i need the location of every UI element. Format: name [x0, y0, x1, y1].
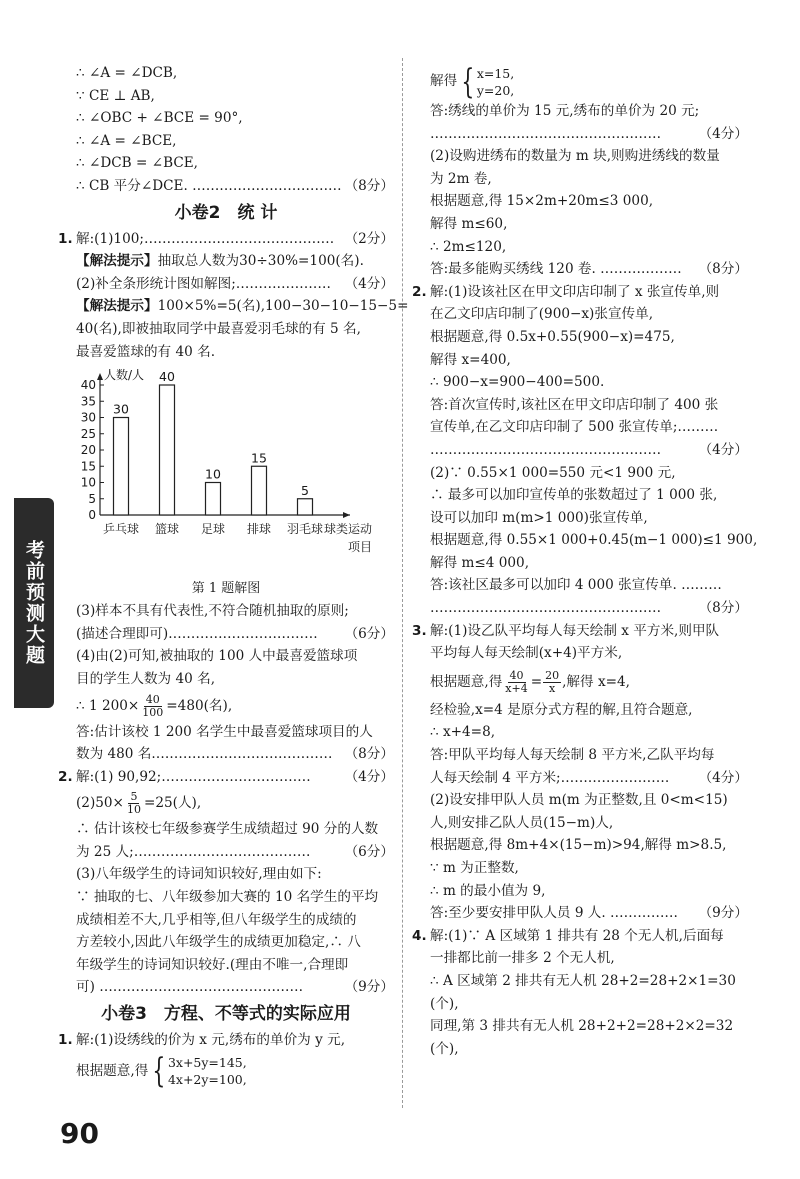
question-number: 4.	[412, 927, 427, 944]
answer-line: 经检验,x=4 是原分式方程的解,且符合题意,	[430, 701, 693, 718]
x-tick-label: 足球	[200, 522, 226, 537]
tip-text: 100×5%=5(名),100−30−10−15−5=	[157, 298, 409, 315]
answer-line: ∴ m 的最小值为 9,	[430, 882, 546, 899]
question-number: 2.	[412, 283, 427, 300]
score: （4分）	[698, 769, 748, 786]
question-1	[58, 228, 409, 766]
bar-value-label: 40	[159, 369, 175, 385]
denominator: x+4	[505, 681, 528, 695]
dot-leader: ……………………………………………	[430, 441, 662, 458]
question-number: 3.	[412, 622, 427, 639]
answer-line: 根据题意,得 0.5x+0.55(900−x)=475,	[430, 328, 675, 345]
y-tick-label: 15	[80, 459, 96, 474]
answer-line: (描述合理即可)……………………………	[76, 625, 318, 642]
score: （9分）	[698, 905, 748, 922]
bar-value-label: 30	[113, 401, 129, 417]
bar-value-label: 10	[205, 466, 221, 482]
answer-line: (个),	[430, 995, 459, 1012]
answer-line: ∴ 2m≤120,	[430, 238, 507, 255]
y-tick-label: 30	[80, 410, 96, 425]
x-tick-label: 排球	[246, 522, 272, 537]
bar	[252, 466, 267, 515]
answer-line: 可) ………………………………………	[76, 979, 304, 996]
bar	[298, 499, 313, 515]
proof-line: ∴ ∠A = ∠DCB,	[76, 65, 178, 81]
answer-line: (3)样本不具有代表性,不符合随机抽取的原则;	[76, 603, 349, 620]
bar-value-label: 5	[301, 482, 309, 498]
y-axis-label: 人数/人	[104, 368, 145, 383]
score: （8分）	[344, 177, 394, 194]
answer-line: 年级学生的诗词知识较好.(理由不唯一,合理即	[76, 956, 349, 973]
x-tick-label: 乒乓球	[102, 522, 140, 537]
formula-text: 根据题意,得	[430, 673, 503, 690]
question-3-right	[412, 620, 748, 925]
answer-line: 答:至少要安排甲队人员 9 人. ……………	[430, 905, 679, 922]
question-number: 1.	[58, 230, 73, 247]
answer-line: 答:甲队平均每人每天绘制 8 平方米,乙队平均每	[430, 747, 715, 764]
x-axis-arrow-icon	[343, 512, 350, 518]
answer-line: 在乙文印店印制了(900−x)张宣传单,	[430, 306, 654, 323]
answer-line: (3)八年级学生的诗词知识较好,理由如下:	[76, 866, 322, 883]
bar-chart-svg	[58, 363, 394, 557]
question-4-right	[412, 925, 748, 1061]
tip-label: 【解法提示】	[76, 253, 158, 270]
formula-text: ∴ 1 200×	[76, 697, 140, 714]
answer-line: 答:首次宣传时,该社区在甲文印店印制了 400 张	[430, 396, 719, 413]
answer-line: 解:(1)设该社区在甲文印店印制了 x 张宣传单,则	[430, 283, 720, 300]
answer-line: 根据题意,得 0.55×1 000+0.45(m−1 000)≤1 900,	[430, 532, 758, 549]
equation: 4x+2y=100,	[167, 1072, 247, 1088]
answer-line: ∵ m 为正整数,	[430, 860, 519, 876]
answer-line: 解得 x=400,	[430, 351, 511, 368]
bar	[206, 483, 221, 516]
formula-text: =480(名),	[166, 697, 233, 714]
answer-line: 解:(1)设乙队平均每人每天绘制 x 平方米,则甲队	[430, 622, 720, 639]
answer-line: 解:(1)设绣线的价为 x 元,绣布的单价为 y 元,	[76, 1032, 346, 1049]
proof-conclusion: ∴ CB 平分∠DCE. ……………………………	[76, 177, 342, 194]
answer-line: 根据题意,得 15×2m+20m≤3 000,	[430, 193, 654, 210]
question-2-right	[412, 281, 758, 620]
y-tick-label: 20	[80, 443, 96, 458]
page-number: 90	[60, 1117, 99, 1150]
formula-text: (2)50×	[76, 795, 124, 812]
score: （8分）	[698, 261, 748, 278]
answer-line: 答:估计该校 1 200 名学生中最喜爱篮球项目的人	[76, 723, 373, 740]
answer-line: 宣传单,在乙文印店印制了 500 张宣传单;………	[430, 419, 719, 436]
answer-line: (4)由(2)可知,被抽取的 100 人中最喜爱篮球项	[76, 648, 358, 665]
answer-line: 成绩相差不大,几乎相等,但八年级学生的成绩的	[76, 911, 357, 928]
fraction	[140, 694, 165, 719]
score: （6分）	[344, 625, 394, 642]
question-2	[58, 766, 394, 999]
side-tab-label: 考前预测大题	[23, 540, 45, 666]
proof-line: ∴ ∠OBC + ∠BCE = 90°,	[76, 110, 243, 127]
denominator: 10	[126, 803, 141, 817]
score: （4分）	[698, 125, 748, 142]
bar	[160, 385, 175, 515]
equation-system-line	[412, 62, 748, 100]
numerator: 5	[130, 790, 138, 804]
x-tick-label: 篮球	[154, 522, 180, 537]
answer-line: ∴ 最多可以加印宣传单的张数超过了 1 000 张,	[430, 487, 718, 504]
answer-line: 根据题意,得 8m+4×(15−m)>94,解得 m>8.5,	[430, 837, 727, 854]
column-divider	[402, 58, 403, 1108]
answer-line: (2)设购进绣布的数量为 m 块,则购进绣线的数量	[430, 148, 720, 165]
formula-text: ,解得 x=4,	[562, 673, 630, 690]
tip-label: 【解法提示】	[76, 298, 158, 315]
fraction	[125, 791, 143, 816]
formula-line	[412, 665, 748, 699]
y-tick-label: 40	[80, 378, 96, 393]
answer-line: 为 25 人;…………………………………	[76, 843, 311, 860]
equation: x=15,	[476, 65, 515, 81]
equation: y=20,	[476, 82, 515, 98]
proof-line: ∴ ∠DCB = ∠BCE,	[76, 155, 198, 172]
tip-text: 40(名),即被抽取同学中最喜爱羽毛球的有 5 名,	[76, 320, 361, 337]
section-title: 小卷3 方程、不等式的实际应用	[101, 1004, 351, 1025]
answer-line: 答:绣线的单价为 15 元,绣布的单价为 20 元;	[430, 103, 700, 119]
brace-icon: {	[152, 1051, 166, 1092]
answer-line: 解:(1) 90,92;……………………………	[76, 768, 311, 785]
answer-line: ∵ 抽取的七、八年级参加大赛的 10 名学生的平均	[76, 889, 379, 906]
formula-text: 解得	[430, 73, 458, 89]
equation-system	[457, 61, 515, 102]
formula-text: =25(人),	[143, 795, 202, 812]
score: （8分）	[344, 746, 394, 763]
answer-line: 解得 m≤4 000,	[430, 554, 530, 571]
tip-text: 最喜爱篮球的有 40 名.	[76, 343, 216, 360]
denominator: 100	[142, 705, 164, 719]
score: （2分）	[344, 230, 394, 247]
answer-line: 人每天绘制 4 平方米;……………………	[430, 769, 670, 786]
answer-line: 数为 480 名.…………………………………	[76, 746, 333, 763]
answer-line: 为 2m 卷,	[430, 170, 492, 187]
y-tick-label: 5	[88, 491, 96, 506]
bar	[114, 418, 129, 516]
dot-leader: ……………………………………………	[430, 125, 662, 142]
equation-system-line	[58, 1052, 394, 1090]
x-tick-label: 羽毛球	[286, 522, 324, 537]
fraction	[503, 670, 529, 695]
y-tick-label: 25	[80, 426, 96, 441]
denominator: x	[549, 681, 556, 695]
fraction	[543, 670, 561, 695]
y-tick-label: 10	[80, 475, 96, 490]
proof-line: ∵ CE ⊥ AB,	[76, 87, 155, 104]
score: （9分）	[344, 979, 394, 996]
y-tick-label: 0	[88, 508, 96, 523]
answer-line: 答:最多能购买绣线 120 卷. ………………	[430, 261, 682, 278]
answer-line: ∴ x+4=8,	[430, 724, 496, 741]
answer-line: (2)设安排甲队人员 m(m 为正整数,且 0<m<15)	[430, 792, 728, 809]
x-axis-label: 球类运动	[323, 522, 373, 537]
equation: 3x+5y=145,	[167, 1055, 247, 1071]
answer-line: ∴ A 区域第 2 排共有无人机 28+2=28+2×1=30	[430, 972, 736, 989]
numerator: 40	[145, 692, 160, 706]
numerator: 40	[509, 668, 524, 682]
question-number: 2.	[58, 768, 73, 785]
bar-chart	[58, 363, 394, 578]
formula-text: 根据题意,得	[76, 1062, 149, 1079]
score: （4分）	[344, 768, 394, 785]
answer-line: 目的学生人数为 40 名,	[76, 670, 216, 687]
proof-lines	[58, 62, 394, 198]
y-axis-arrow-icon	[97, 373, 103, 380]
formula-text: =	[530, 673, 543, 690]
answer-line: 解得 m≤60,	[430, 215, 508, 232]
formula-line	[58, 691, 394, 721]
answer-line: ∴ 估计该校七年级参赛学生成绩超过 90 分的人数	[76, 821, 379, 838]
answer-line: (2)补全条形统计图如解图;…………………	[76, 275, 331, 292]
proof-line: ∴ ∠A = ∠BCE,	[76, 132, 177, 149]
answer-line: 平均每人每天绘制(x+4)平方米,	[430, 645, 623, 662]
answer-line: 一排都比前一排多 2 个无人机,	[430, 950, 615, 967]
answer-line: 同理,第 3 排共有无人机 28+2+2=28+2×2=32	[430, 1018, 734, 1035]
x-axis-label: 项目	[347, 540, 373, 555]
formula-line	[58, 788, 394, 818]
numerator: 20	[545, 668, 560, 682]
right-column	[412, 61, 758, 1060]
chart-caption: 第 1 题解图	[191, 581, 261, 597]
brace-icon: {	[461, 61, 475, 102]
tip-text: 抽取总人数为30÷30%=100(名).	[157, 253, 364, 270]
score: （4分）	[344, 275, 394, 292]
answer-line: 解:(1)100;……………………………………	[76, 230, 335, 247]
answer-line: ∴ 900−x=900−400=500.	[430, 374, 605, 391]
score: （4分）	[698, 441, 748, 458]
y-tick-label: 35	[80, 394, 96, 409]
score: （8分）	[698, 600, 748, 617]
question-number: 1.	[58, 1032, 73, 1049]
section-title: 小卷2 统 计	[174, 202, 278, 223]
bar-value-label: 15	[251, 450, 267, 466]
question-3	[58, 1029, 394, 1090]
answer-line: 方差较小,因此八年级学生的成绩更加稳定,∴ 八	[76, 934, 361, 951]
answer-line: (2)∵ 0.55×1 000=550 元<1 900 元,	[430, 464, 676, 481]
answer-line: 人,则安排乙队人员(15−m)人,	[430, 814, 614, 831]
answer-line: 设可以加印 m(m>1 000)张宣传单,	[430, 509, 648, 526]
dot-leader: ……………………………………………	[430, 600, 662, 617]
equation-system	[148, 1051, 247, 1092]
score: （6分）	[344, 843, 394, 860]
proof-line	[58, 175, 394, 198]
answer-line: (个),	[430, 1040, 459, 1057]
answer-line: 解:(1)∵ A 区域第 1 排共有 28 个无人机,后面每	[430, 927, 724, 944]
left-column	[58, 62, 409, 1092]
answer-line: 答:该社区最多可以加印 4 000 张宣传单. ………	[430, 577, 722, 594]
